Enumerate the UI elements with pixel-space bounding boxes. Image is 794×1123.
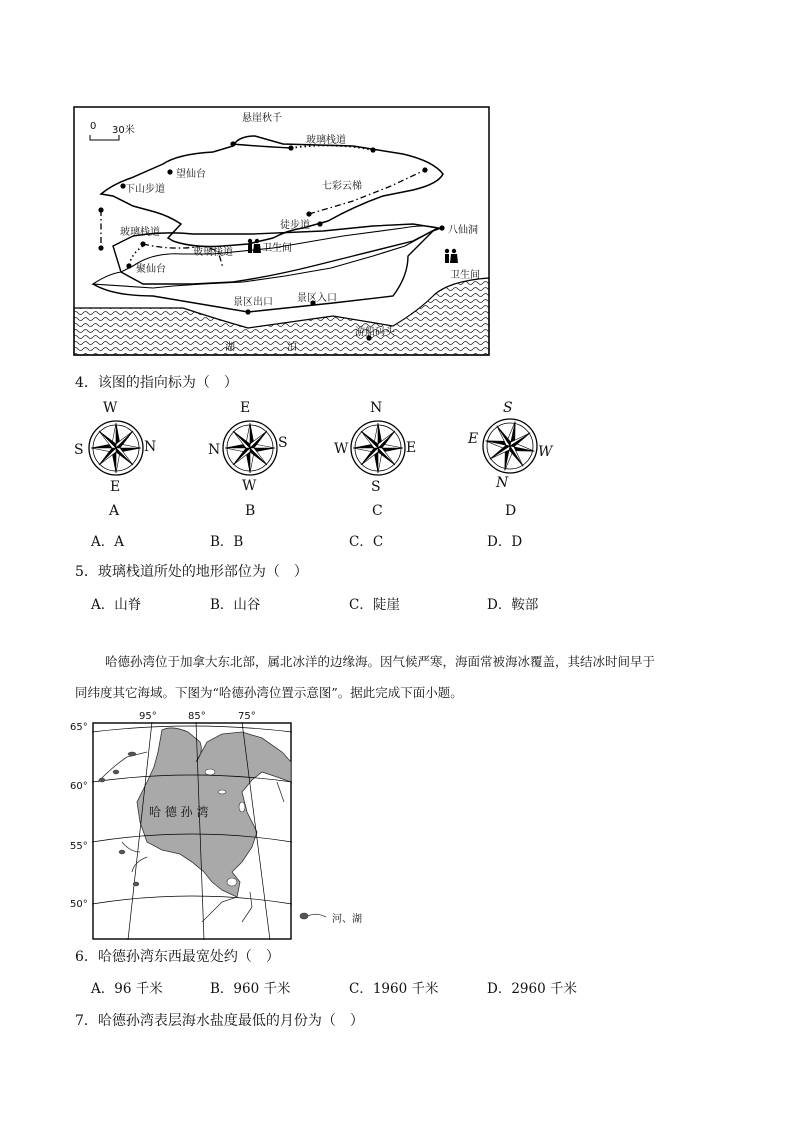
downhill-path-label: 下山步道	[125, 184, 165, 195]
compass-rose-icon	[348, 418, 408, 478]
cliff-swing-label: 悬崖秋千	[242, 113, 282, 124]
lat-label-50: 50°	[70, 899, 88, 910]
q6-option-b[interactable]: B．960 千米	[210, 981, 291, 997]
compass-options	[74, 400, 594, 520]
compass-rose-icon	[86, 418, 146, 478]
legend-label: 河、湖	[332, 914, 362, 925]
scale-zero-label: 0	[90, 121, 97, 132]
compass-b-bottom: W	[242, 478, 257, 494]
wangxian-label: 望仙台	[176, 169, 206, 180]
lat-label-60: 60°	[70, 781, 88, 792]
q6-option-a[interactable]: A．96 千米	[91, 981, 163, 997]
glass-walkway-mid-label: 玻璃栈道	[193, 247, 233, 258]
compass-c-right: E	[406, 440, 417, 456]
lat-label-65: 65°	[70, 722, 88, 733]
question-6-stem: 6．哈德孙湾东西最宽处约（ ）	[75, 949, 280, 965]
passage-line-1: 哈德孙湾位于加拿大东北部，属北冰洋的边缘海。因气候严寒，海面常被海冰覆盖，其结冰时间早于	[105, 654, 656, 669]
compass-rose-icon	[220, 418, 280, 478]
lon-label-85: 85°	[188, 711, 206, 722]
compass-a-caption: A	[109, 503, 120, 519]
compass-d	[468, 400, 558, 520]
compass-a-right: N	[144, 439, 157, 455]
entrance-label: 景区入口	[297, 293, 337, 304]
q4-option-b[interactable]: B．B	[210, 534, 244, 550]
compass-c-left: W	[334, 441, 349, 457]
baxian-cave-label: 八仙洞	[448, 225, 478, 236]
compass-c	[334, 400, 424, 520]
juxian-label: 聚仙台	[136, 264, 166, 275]
toilet-mid-label: 卫生间	[262, 243, 292, 254]
compass-d-right: W	[538, 444, 553, 460]
lon-label-95: 95°	[139, 711, 157, 722]
lon-label-75: 75°	[238, 711, 256, 722]
compass-b	[208, 400, 298, 520]
hudson-bay-map	[92, 722, 292, 940]
hiking-path-label: 徒步道	[280, 220, 310, 231]
q5-option-a[interactable]: A．山脊	[91, 597, 142, 613]
compass-d-caption: D	[505, 503, 517, 519]
compass-b-caption: B	[245, 503, 256, 519]
lat-label-55: 55°	[70, 841, 88, 852]
bay-name-label: 哈 德 孙 湾	[149, 805, 209, 819]
q4-option-c[interactable]: C．C	[349, 534, 384, 550]
glass-walkway-top-label: 玻璃栈道	[306, 135, 346, 146]
question-4-stem: 4．该图的指向标为（ ）	[75, 375, 238, 391]
compass-a	[74, 400, 164, 520]
question-5-stem: 5．玻璃栈道所处的地形部位为（ ）	[75, 564, 308, 580]
compass-d-bottom: N	[496, 475, 509, 491]
q5-option-b[interactable]: B．山谷	[210, 597, 261, 613]
q4-option-a[interactable]: A．A	[91, 534, 124, 550]
question-7-stem: 7．哈德孙湾表层海水盐度最低的月份为（ ）	[75, 1013, 364, 1029]
compass-a-top: W	[103, 400, 118, 416]
q5-option-d[interactable]: D．鞍部	[487, 597, 539, 613]
compass-b-top: E	[240, 400, 251, 416]
q6-option-c[interactable]: C．1960 千米	[349, 981, 439, 997]
exit-label: 景区出口	[233, 297, 273, 308]
lake-label-2: 泊	[287, 342, 297, 353]
q6-option-d[interactable]: D．2960 千米	[487, 981, 577, 997]
lake-label-1: 湖	[225, 342, 235, 353]
lake-river-legend-icon	[298, 910, 328, 922]
compass-a-left: S	[74, 442, 84, 458]
compass-d-top: S	[503, 400, 513, 416]
compass-c-bottom: S	[371, 479, 381, 495]
compass-c-caption: C	[372, 503, 383, 519]
compass-d-left: E	[468, 431, 479, 447]
colorful-ladder-label: 七彩云梯	[322, 181, 362, 192]
compass-a-bottom: E	[110, 479, 121, 495]
toilet-right-label: 卫生间	[450, 270, 480, 281]
q5-option-c[interactable]: C．陡崖	[349, 597, 400, 613]
glass-walkway-left-label: 玻璃栈道	[120, 227, 160, 238]
compass-b-left: N	[208, 442, 221, 458]
passage-line-2: 同纬度其它海域。下图为“哈德孙湾位置示意图”。据此完成下面小题。	[75, 685, 463, 700]
pier-label: 游船码头	[355, 327, 395, 338]
compass-rose-icon	[480, 416, 540, 476]
scale-length-label: 30米	[112, 125, 135, 136]
compass-c-top: N	[370, 400, 383, 416]
compass-b-right: S	[278, 435, 288, 451]
q4-option-d[interactable]: D．D	[487, 534, 523, 550]
